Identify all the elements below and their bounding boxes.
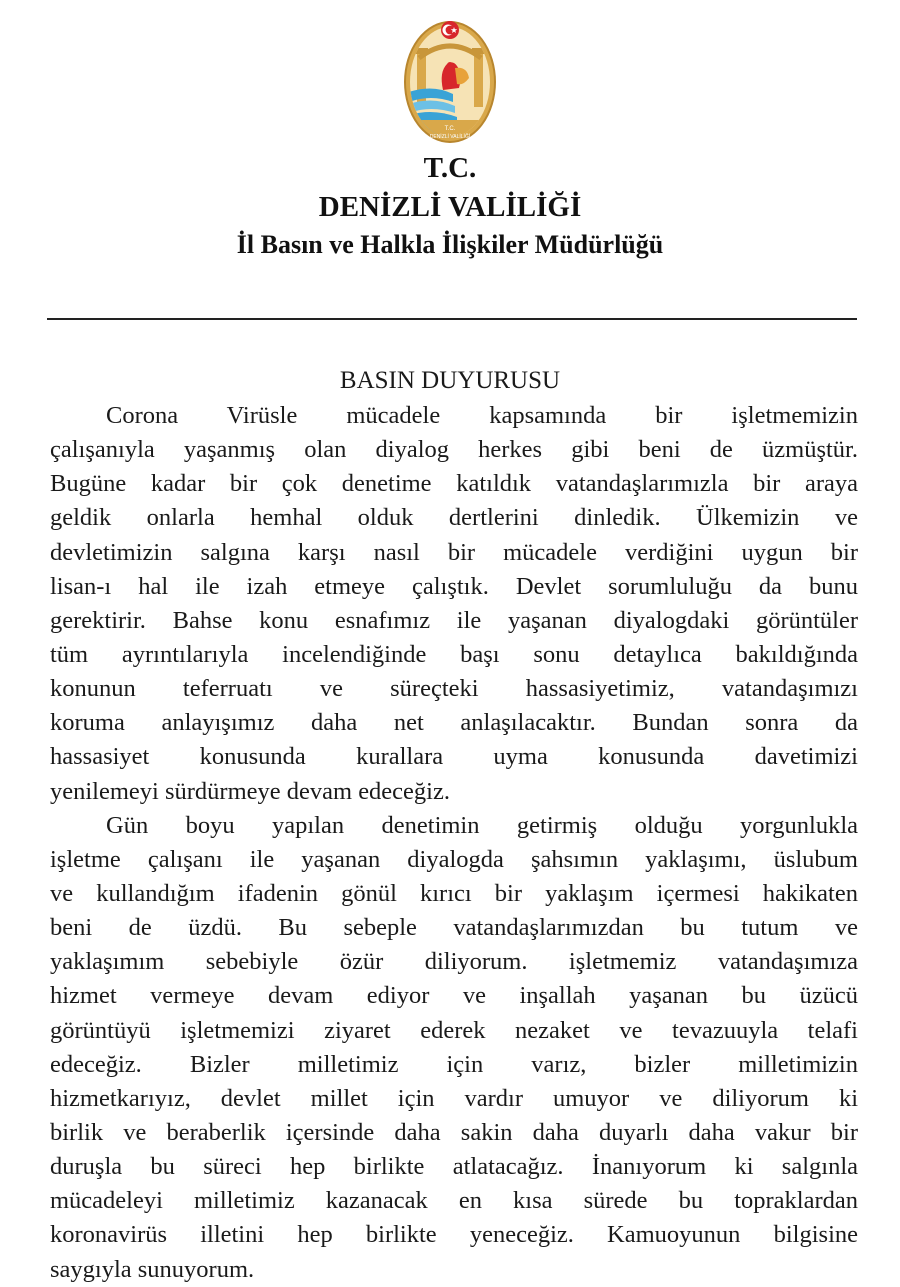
text-line: yaklaşımım sebebiyle özür diliyorum. işletmemiz vatandaşımıza [50, 948, 858, 976]
header-governorship: DENİZLİ VALİLİĞİ [318, 191, 582, 223]
paragraph-2 [50, 809, 858, 1287]
paragraph-1 [50, 399, 858, 809]
text-line: görüntüyü işletmemizi ziyaret ederek nezaket ve tevazuuyla telafi [50, 1016, 858, 1044]
text-line: Gün boyu yapılan denetimin getirmiş olduğu yorgunlukla [106, 811, 858, 839]
svg-text:T.C.: T.C. [444, 126, 456, 132]
text-line: birlik ve beraberlik içersinde daha sakin daha duyarlı daha vakur bir [50, 1118, 858, 1146]
header-department: İl Basın ve Halkla İlişkiler Müdürlüğü [236, 230, 664, 259]
text-line: hizmetkarıyız, devlet millet için vardır umuyor ve diliyorum ki [50, 1084, 858, 1112]
text-line: ve kullandığım ifadenin gönül kırıcı bir yaklaşım içermesi hakikaten [50, 879, 858, 907]
text-line: devletimizin salgına karşı nasıl bir mücadele verdiğini uygun bir [50, 538, 858, 566]
text-line: konunun teferruatı ve süreçteki hassasiyetimiz, vatandaşımızı [50, 675, 858, 703]
text-line: hassasiyet konusunda kurallara uyma konusunda davetimizi [50, 743, 858, 771]
text-line: mücadeleyi milletimiz kazanacak en kısa sürede bu topraklardan [50, 1187, 858, 1215]
text-line: işletme çalışanı ile yaşanan diyalogda şahsımın yaklaşımı, üslubum [50, 845, 858, 873]
text-line: koronavirüs illetini hep birlikte yeneceğiz. Kamuoyunun bilgisine [50, 1221, 858, 1249]
text-line: Bugüne kadar bir çok denetime katıldık vatandaşlarımızla bir araya [50, 470, 858, 498]
text-line: geldik onlarla hemhal olduk dertlerini dinledik. Ülkemizin ve [50, 504, 858, 532]
text-line: hizmet vermeye devam ediyor ve inşallah yaşanan bu üzücü [50, 982, 858, 1010]
text-line: Corona Virüsle mücadele kapsamında bir işletmemizin [106, 402, 858, 429]
text-line: yenilemeyi sürdürmeye devam edeceğiz. [50, 777, 450, 805]
text-line: gerektirir. Bahse konu esnafımız ile yaşanan diyalogdaki görüntüler [50, 606, 858, 634]
header-divider [47, 318, 857, 320]
document-title: BASIN DUYURUSU [339, 367, 561, 394]
text-line: koruma anlayışımız daha net anlaşılacaktır. Bundan sonra da [50, 709, 858, 737]
header-tc: T.C. [423, 152, 477, 184]
text-line: saygıyla sunuyorum. [50, 1255, 255, 1283]
text-line: tüm ayrıntılarıyla incelendiğinde başı sonu detaylıca bakıldığında [50, 640, 858, 668]
text-line: beni de üzdü. Bu sebeple vatandaşlarımızdan bu tutum ve [50, 914, 858, 942]
svg-text:DENİZLİ VALİLİĞİ: DENİZLİ VALİLİĞİ [429, 134, 471, 140]
text-line: edeceğiz. Bizler milletimiz için varız, bizler milletimizin [50, 1050, 858, 1078]
text-line: çalışanıyla yaşanmış olan diyalog herkes gibi beni de üzmüştür. [50, 436, 858, 464]
text-line: lisan-ı hal ile izah etmeye çalıştık. Devlet sorumluluğu da bunu [50, 572, 858, 600]
text-line: duruşla bu süreci hep birlikte atlatacağız. İnanıyorum ki salgınla [50, 1153, 858, 1181]
denizli-valiligi-seal-icon [403, 12, 497, 144]
document-body [50, 399, 858, 1287]
